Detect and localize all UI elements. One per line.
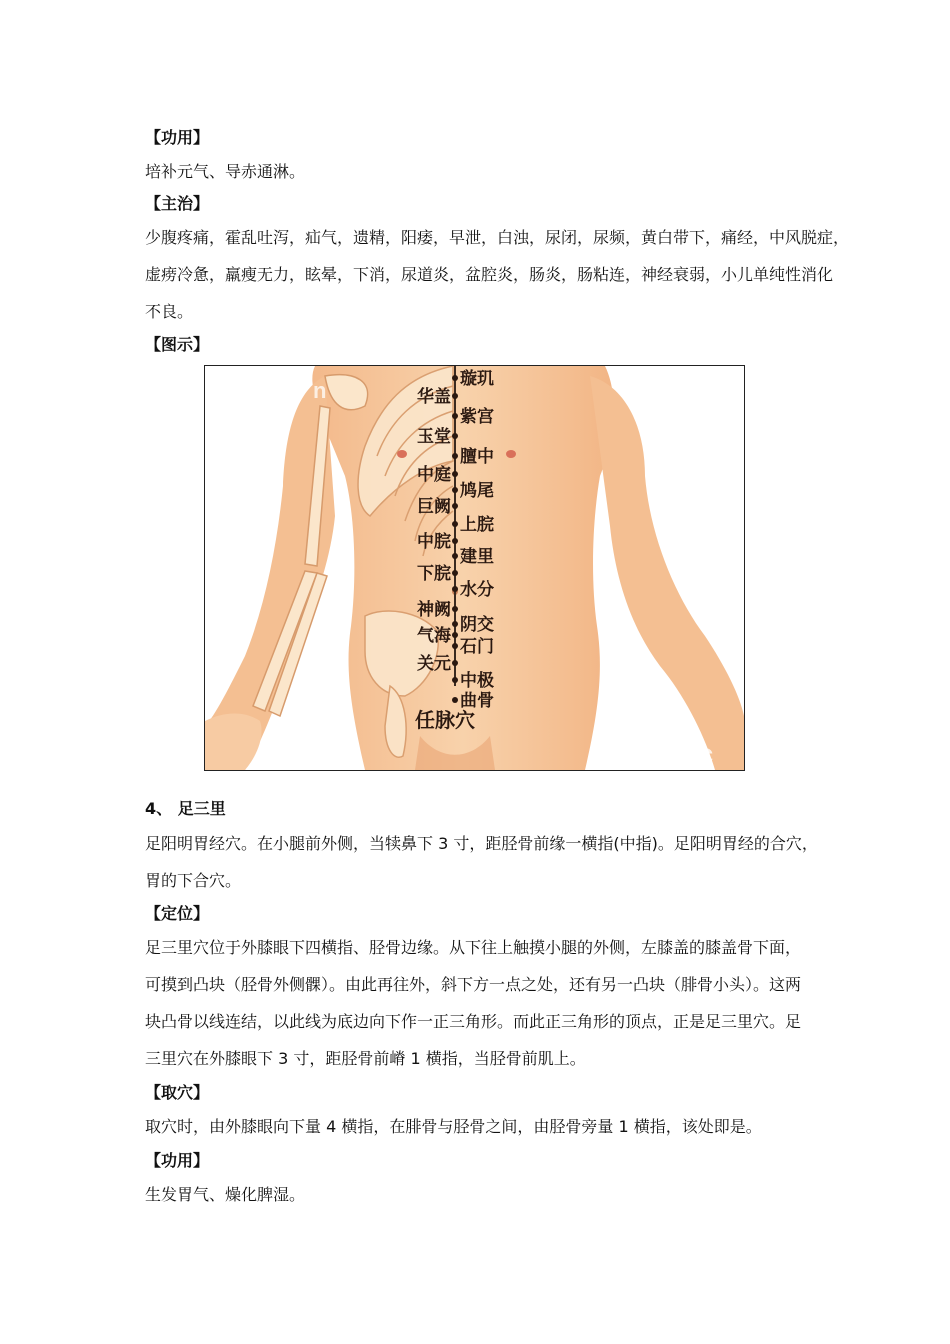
zhuzhi-line: 虚痨冷惫，羸瘦无力，眩晕，下消，尿道炎，盆腔炎，肠炎，肠粘连，神经衰弱，小儿单纯性消化 [145, 265, 834, 284]
heading-zhuzhi: 【主治】 [145, 194, 210, 213]
acupoint-dot [452, 553, 458, 559]
zhuzhi-line: 不良。 [145, 302, 194, 321]
zhuzhi-line: 少腹疼痛，霍乱吐泻，疝气，遗精，阳痿，早泄，白浊，尿闭，尿频，黄白带下，痛经，中风脱症， [145, 228, 850, 247]
acupoint-label-right: 中极 [460, 671, 494, 691]
acupoint-label-left: 中脘 [417, 532, 451, 552]
body-illustration [205, 366, 744, 770]
heading-gongyong-2: 【功用】 [145, 1151, 210, 1170]
acupoint-dot [452, 413, 458, 419]
acupoint-dot [452, 503, 458, 509]
acupoint-dot [452, 521, 458, 527]
acupoint-label-left: 气海 [417, 626, 451, 646]
acupoint-dot [452, 621, 458, 627]
acupoint-label-right: 建里 [460, 547, 494, 567]
acupoint-label-right: 水分 [460, 580, 494, 600]
heading-dingwei: 【定位】 [145, 904, 210, 923]
acupoint-label-left: 神阙 [417, 600, 451, 620]
zusanli-intro-line: 足阳明胃经穴。在小腿前外侧，当犊鼻下 3 寸，距胫骨前缘一横指(中指)。足阳明胃经的合穴， [145, 834, 818, 853]
acupoint-label-left: 华盖 [417, 387, 451, 407]
acupoint-label-left: 中庭 [417, 465, 451, 485]
watermark-bottom: byb.c [635, 738, 714, 770]
quxue-text: 取穴时，由外膝眼向下量 4 横指，在腓骨与胫骨之间，由胫骨旁量 1 横指，该处即是。 [145, 1117, 762, 1136]
acupoint-label-right: 曲骨 [460, 691, 494, 711]
acupoint-dot [452, 487, 458, 493]
acupoint-dot [452, 606, 458, 612]
dingwei-line: 可摸到凸块（胫骨外侧髁）。由此再往外，斜下方一点之处，还有另一凸块（腓骨小头）。这两 [145, 975, 802, 994]
section-title-zusanli: 4、 足三里 [145, 799, 226, 818]
acupoint-dot [452, 453, 458, 459]
gongyong-text: 培补元气、导赤通淋。 [145, 162, 306, 181]
acupoint-dot [452, 632, 458, 638]
watermark-top: n [313, 378, 327, 403]
dingwei-line: 足三里穴位于外膝眼下四横指、胫骨边缘。从下往上触摸小腿的外侧，左膝盖的膝盖骨下面， [145, 938, 802, 957]
acupoint-dot [452, 677, 458, 683]
gongyong-text-2: 生发胃气、燥化脾湿。 [145, 1185, 306, 1204]
acupoint-dot [452, 471, 458, 477]
heading-quxue: 【取穴】 [145, 1083, 210, 1102]
figure-title: 任脉穴 [415, 708, 475, 732]
heading-tushi: 【图示】 [145, 335, 210, 354]
acupoint-dot [452, 433, 458, 439]
acupoint-label-left: 关元 [417, 654, 451, 674]
acupoint-label-left: 下脘 [417, 564, 451, 584]
zusanli-intro-line: 胃的下合穴。 [145, 871, 242, 890]
acupoint-dot [452, 375, 458, 381]
heading-gongyong: 【功用】 [145, 128, 210, 147]
acupoint-dot [452, 643, 458, 649]
acupoint-label-left: 巨阙 [417, 497, 451, 517]
acupoint-dot [452, 393, 458, 399]
acupoint-label-right: 上脘 [460, 515, 494, 535]
acupoint-dot [452, 660, 458, 666]
acupoint-label-right: 阴交 [460, 615, 494, 635]
renmai-figure [204, 365, 745, 771]
acupoint-label-right: 鸠尾 [460, 481, 494, 501]
acupoint-label-left: 玉堂 [417, 427, 451, 447]
acupoint-dot [452, 538, 458, 544]
dingwei-line: 块凸骨以线连结，以此线为底边向下作一正三角形。而此正三角形的顶点，正是足三里穴。足 [145, 1012, 802, 1031]
dingwei-line: 三里穴在外膝眼下 3 寸，距胫骨前嵴 1 横指，当胫骨前肌上。 [145, 1049, 586, 1068]
acupoint-label-right: 膻中 [460, 447, 494, 467]
acupoint-label-right: 紫宫 [460, 407, 494, 427]
acupoint-dot [452, 570, 458, 576]
acupoint-label-right: 璇玑 [460, 369, 494, 389]
acupoint-dot [452, 697, 458, 703]
acupoint-label-right: 石门 [460, 637, 494, 657]
acupoint-dot [452, 586, 458, 592]
